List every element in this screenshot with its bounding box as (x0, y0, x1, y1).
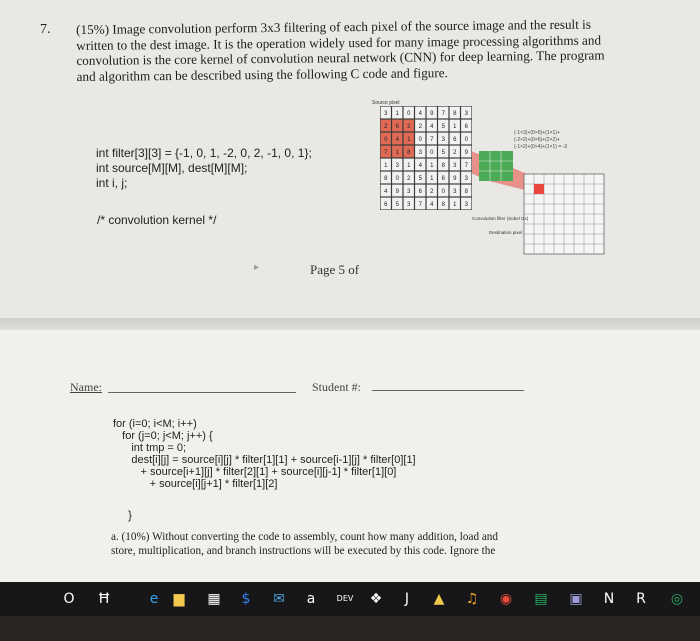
source-cell-value: 1 (453, 124, 457, 130)
source-cell-value: 0 (430, 150, 434, 156)
question-number: 7. (40, 22, 51, 37)
taskbar-j-app-icon[interactable]: J (404, 591, 410, 607)
source-cell-value: 1 (407, 163, 411, 169)
taskbar-chrome-icon[interactable]: ◉ (499, 591, 513, 607)
source-cell-value: 3 (464, 202, 468, 208)
formula-line: (-1×2)+(0×4)+(1×1) = -3 (514, 144, 568, 150)
name-underline (108, 392, 296, 393)
code-comment: /* convolution kernel */ (97, 213, 217, 227)
source-cell-value: 0 (384, 137, 388, 143)
source-cell-value: 6 (453, 137, 457, 143)
taskbar-image-app-icon[interactable]: ▣ (569, 591, 583, 607)
destination-pixel (534, 184, 544, 194)
source-cell-value: 3 (407, 189, 411, 195)
closing-brace: } (128, 508, 133, 522)
source-cell-value: 8 (441, 202, 445, 208)
source-cell-value: 9 (430, 111, 434, 117)
formula-line: (-2×2)+(0×6)+(2×2)+ (514, 137, 560, 143)
source-cell-value: 1 (384, 163, 388, 169)
question-line: written to the dest image. It is the operation widely used for many image processing algorithms and (76, 32, 602, 53)
taskbar (0, 582, 700, 616)
taskbar-edge-icon[interactable]: e (149, 591, 159, 607)
code-line: int filter[3][3] = {-1, 0, 1, -2, 0, 2, -1, 0, 1}; (96, 146, 312, 160)
code-line: int i, j; (96, 176, 128, 190)
source-cell-value: 5 (441, 124, 445, 130)
source-cell-value: 5 (418, 176, 422, 182)
desk-surface (0, 616, 700, 641)
source-cell-value: 0 (395, 176, 399, 182)
source-cell-value: 6 (464, 124, 468, 130)
code-loop (113, 418, 416, 490)
filter-label: Convolution filter (Sobel Gx) (472, 216, 529, 221)
student-number-underline (372, 390, 524, 391)
taskbar-store-icon[interactable]: ▦ (207, 591, 221, 607)
question-line: convolution is the core kernel of convolution neural network (CNN) for deep learning. The program (76, 47, 605, 68)
source-cell-value: 7 (464, 163, 468, 169)
code-line: for (j=0; j<M; j++) { (113, 430, 213, 442)
source-cell-value: 7 (430, 137, 434, 143)
code-line: dest[i][j] = source[i][j] * filter[1][1] + source[i-1][j] * filter[0][1] (113, 454, 416, 466)
taskbar-task-view-icon[interactable]: Ħ (97, 591, 111, 607)
source-cell-value: 1 (430, 176, 434, 182)
source-cell-value: 8 (441, 163, 445, 169)
source-cell-value: 4 (418, 111, 422, 117)
source-cell-value: 2 (407, 124, 411, 130)
destination-grid (524, 174, 604, 254)
source-cell-value: 8 (453, 111, 457, 117)
source-cell-value: 1 (453, 202, 457, 208)
source-cell-value: 9 (395, 189, 399, 195)
source-cell-value: 3 (384, 111, 388, 117)
source-cell-value: 3 (464, 176, 468, 182)
source-cell-value: 4 (418, 163, 422, 169)
source-cell-value: 0 (441, 189, 445, 195)
source-cell-value: 5 (441, 150, 445, 156)
source-cell-value: 9 (453, 176, 457, 182)
student-number-label: Student #: (312, 380, 362, 394)
name-label: Name: (70, 380, 102, 394)
source-cell-value: 4 (395, 137, 399, 143)
source-cell-value: 1 (430, 163, 434, 169)
taskbar-dollar-icon[interactable]: $ (241, 591, 251, 607)
destination-label: Destination pixel (489, 230, 523, 235)
taskbar-dropbox-icon[interactable]: ❖ (369, 591, 383, 607)
formula-line: (-1×3)+(0×0)+(1×1)+ (514, 130, 560, 136)
source-cell-value: 9 (464, 150, 468, 156)
source-cell-value: 0 (464, 137, 468, 143)
source-cell-value: 8 (464, 189, 468, 195)
taskbar-dev-icon[interactable]: DEV (336, 594, 354, 603)
question-text (76, 16, 637, 84)
code-line: int source[M][M], dest[M][M]; (96, 161, 248, 175)
question-line: (15%) Image convolution perform 3x3 filtering of each pixel of the source image and the result is (76, 16, 592, 37)
source-cell-value: 3 (407, 202, 411, 208)
code-line: + source[i+1][j] * filter[2][1] + source[i][j-1] * filter[1][0] (113, 466, 397, 478)
source-cell-value: 5 (395, 202, 399, 208)
source-cell-value: 1 (395, 150, 399, 156)
convolution-figure (364, 96, 619, 266)
source-cell-value: 2 (384, 124, 388, 130)
source-cell-value: 3 (453, 163, 457, 169)
source-cell-value: 3 (418, 150, 422, 156)
stray-mark: ▸ (254, 262, 260, 273)
code-line: int tmp = 0; (113, 442, 187, 454)
source-cell-value: 0 (407, 111, 411, 117)
part-a-line: a. (10%) Without converting the code to assembly, count how many addition, load and (111, 531, 498, 543)
taskbar-mail-icon[interactable]: ✉ (273, 591, 285, 607)
taskbar-chrome-2-icon[interactable]: ◎ (670, 591, 684, 607)
code-line: + source[i][j+1] * filter[1][2] (113, 478, 278, 490)
source-cell-value: 4 (430, 202, 434, 208)
taskbar-n-app-icon[interactable]: N (603, 591, 615, 607)
page-label: Page 5 of (310, 262, 360, 277)
source-cell-value: 6 (418, 189, 422, 195)
taskbar-amazon-icon[interactable]: a (306, 591, 316, 607)
source-cell-value: 3 (453, 189, 457, 195)
taskbar-drive-icon[interactable]: ▲ (433, 591, 445, 607)
part-a-question (111, 530, 581, 558)
source-cell-value: 2 (407, 176, 411, 182)
source-cell-value: 7 (418, 202, 422, 208)
source-cell-value: 0 (418, 137, 422, 143)
source-cell-value: 2 (430, 189, 434, 195)
source-cell-value: 7 (441, 111, 445, 117)
source-label: Source pixel (372, 100, 400, 106)
taskbar-music-icon[interactable]: ♫ (465, 591, 479, 607)
source-cell-value: 7 (384, 150, 388, 156)
source-cell-value: 4 (384, 189, 388, 195)
source-cell-value: 3 (441, 137, 445, 143)
taskbar-app-grid-icon[interactable]: ▤ (534, 591, 548, 607)
source-cell-value: 8 (384, 176, 388, 182)
source-cell-value: 6 (384, 202, 388, 208)
filter-grid (479, 151, 513, 181)
question-line: and algorithm can be described using the following C code and figure. (76, 64, 448, 84)
taskbar-start-icon[interactable]: O (63, 591, 75, 607)
taskbar-r-app-icon[interactable]: R (636, 591, 646, 607)
part-a-line: store, multiplication, and branch instructions will be executed by this code. Ignore the (111, 545, 496, 557)
source-cell-value: 4 (430, 124, 434, 130)
source-cell-value: 3 (464, 111, 468, 117)
code-declarations (96, 146, 312, 191)
source-cell-value: 8 (407, 150, 411, 156)
source-cell-value: 2 (453, 150, 457, 156)
taskbar-file-explorer-icon[interactable]: ▆ (173, 591, 185, 607)
source-cell-value: 1 (395, 111, 399, 117)
source-cell-value: 3 (395, 163, 399, 169)
source-cell-value: 2 (418, 124, 422, 130)
code-line: for (i=0; i<M; i++) (113, 418, 197, 430)
source-cell-value: 6 (395, 124, 399, 130)
source-cell-value: 6 (441, 176, 445, 182)
source-cell-value: 1 (407, 137, 411, 143)
